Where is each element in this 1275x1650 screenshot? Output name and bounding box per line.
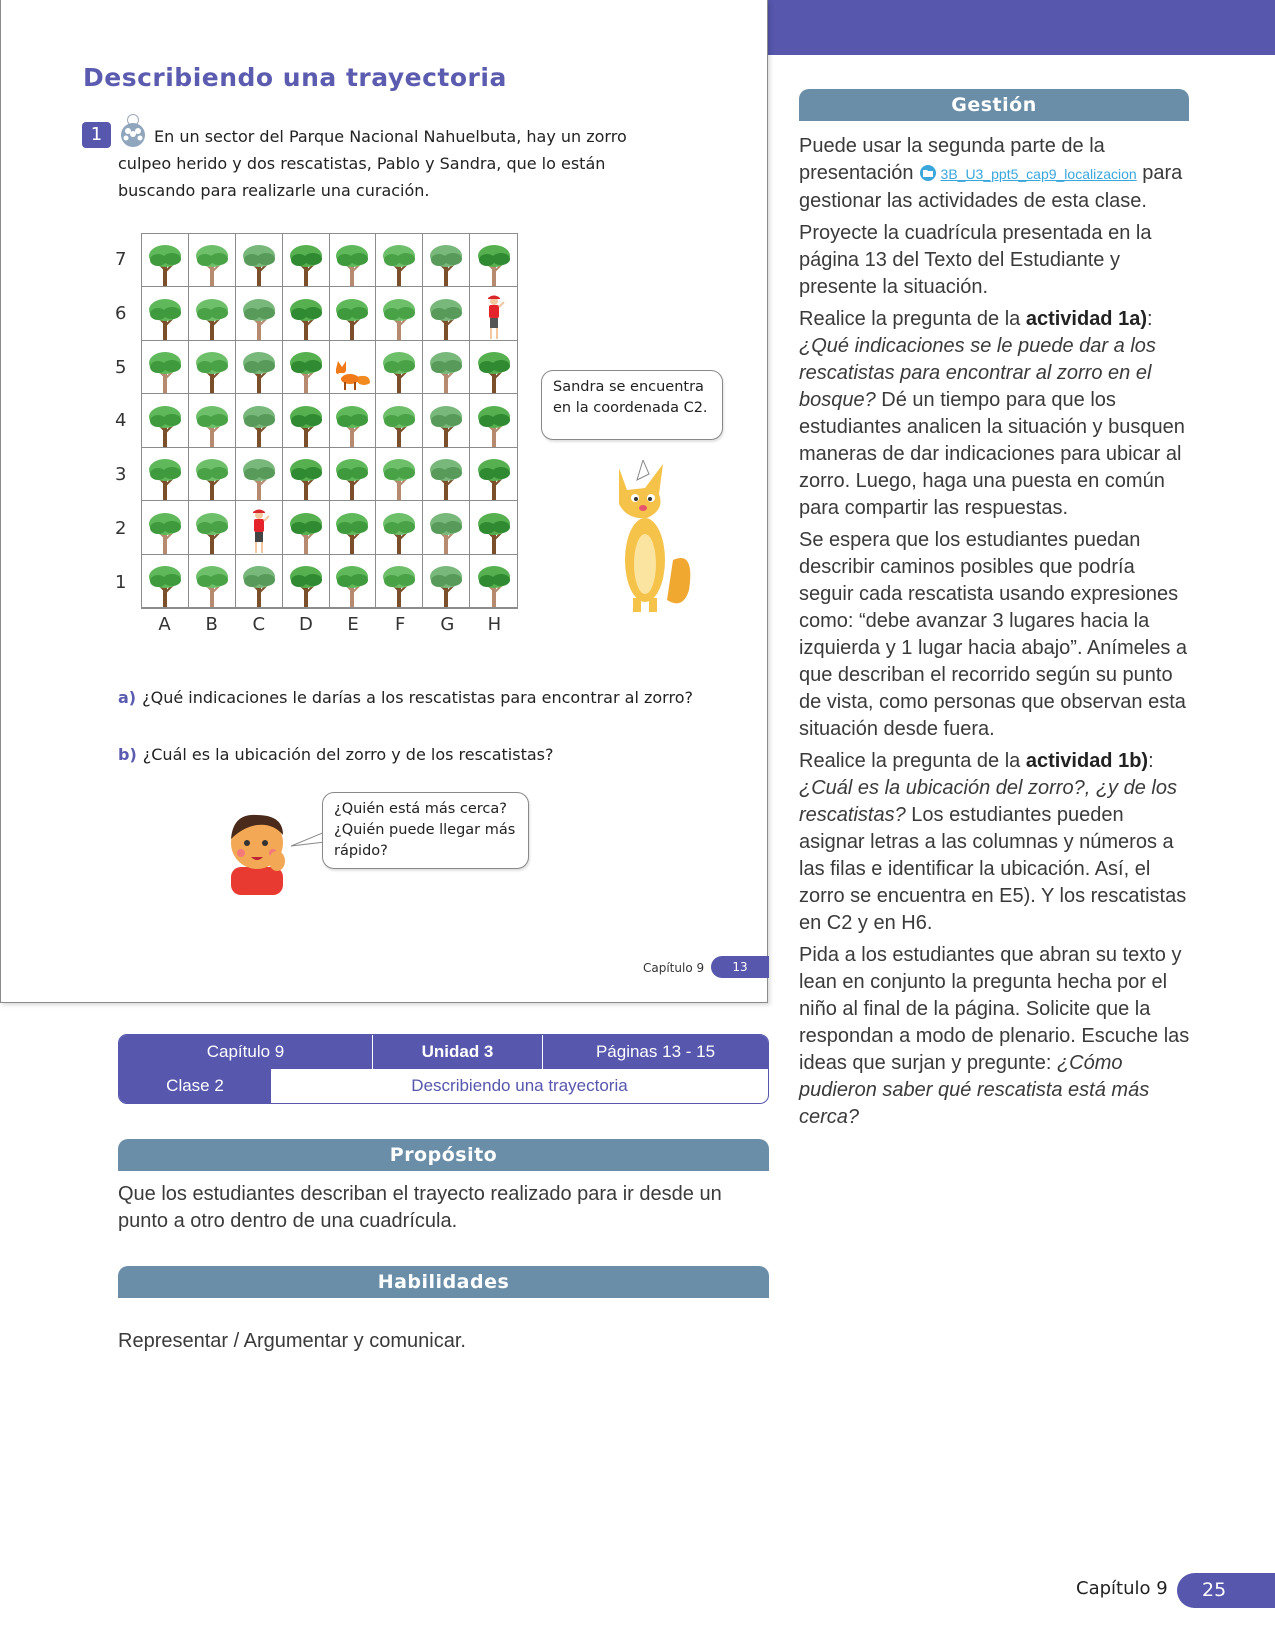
tree-icon — [426, 240, 466, 286]
grid-cell-H7-tree — [470, 234, 517, 287]
gestion-p6-question: ¿Cómo pudieron saber qué rescatista está más cerca? — [799, 1052, 1150, 1128]
tree-icon — [192, 508, 232, 554]
grid-cell-D5-tree — [283, 341, 330, 394]
tree-icon — [286, 294, 326, 340]
grid-cell-B1-tree — [189, 555, 236, 608]
grid-cell-H2-tree — [470, 501, 517, 554]
gestion-p5-before: Realice la pregunta de la — [799, 750, 1026, 772]
presentation-file-link[interactable]: 3B_U3_ppt5_cap9_localizacion — [940, 166, 1137, 182]
fox-character-illustration — [605, 460, 695, 615]
gestion-paragraph-6 — [799, 942, 1194, 1131]
grid-cell-C3-tree — [236, 448, 283, 501]
grid-cell-A2-tree — [142, 501, 189, 554]
grid-cell-E7-tree — [330, 234, 377, 287]
grid-cell-B3-tree — [189, 448, 236, 501]
row-label: 1 — [115, 571, 127, 593]
grid-cell-H3-tree — [470, 448, 517, 501]
activity-intro: En un sector del Parque Nacional Nahuelbuta, hay un zorro culpeo herido y dos rescatistas, Pablo y Sandra, que lo están buscando para realizarle una curación. — [118, 127, 627, 200]
tree-icon — [145, 401, 185, 447]
gestion-p3-after: Dé un tiempo para que los estudiantes analicen la situación y busquen maneras de dar indicaciones para ubicar al zorro. Luego, haga una puesta en común para compartir las respuestas. — [799, 389, 1185, 519]
row-label: 5 — [115, 356, 127, 378]
grid-cell-C4-tree — [236, 394, 283, 447]
grid-cell-G6-tree — [423, 287, 470, 340]
pages-cell: Páginas 13 - 15 — [595, 1042, 716, 1061]
grid-cell-F3-tree — [376, 448, 423, 501]
tree-icon — [379, 454, 419, 500]
col-label: D — [299, 614, 313, 635]
kid-speech-bubble: ¿Quién está más cerca? ¿Quién puede llegar más rápido? — [322, 792, 529, 869]
grid-cell-C7-tree — [236, 234, 283, 287]
grid-cell-F4-tree — [376, 394, 423, 447]
tree-icon — [426, 294, 466, 340]
grid-cell-C2-rescuer-sandra — [236, 501, 283, 554]
tree-icon — [379, 240, 419, 286]
tree-icon — [286, 561, 326, 607]
grid-cell-E6-tree — [330, 287, 377, 340]
question-b-label: b) — [118, 745, 137, 764]
gestion-p5-after: Los estudiantes pueden asignar letras a las columnas y números a las filas e identificar la ubicación. Así, el zorro se encuentra en E5). Y los rescatistas en C2 y en H6. — [799, 804, 1187, 934]
col-label: A — [158, 614, 171, 635]
tree-icon — [379, 508, 419, 554]
fox-speech-bubble: Sandra se encuentra en la coordenada C2. — [541, 370, 723, 440]
student-page-footer-chapter: Capítulo 9 — [643, 961, 705, 975]
tree-icon — [426, 401, 466, 447]
tree-icon — [474, 347, 514, 393]
tree-icon — [474, 240, 514, 286]
grid-cell-A1-tree — [142, 555, 189, 608]
tree-icon — [379, 401, 419, 447]
tree-icon — [192, 401, 232, 447]
tree-icon — [145, 240, 185, 286]
col-label: C — [252, 614, 266, 635]
row-label: 7 — [115, 249, 127, 271]
tree-icon — [332, 561, 372, 607]
tree-icon — [192, 561, 232, 607]
folder-icon — [918, 165, 938, 181]
tree-icon — [474, 508, 514, 554]
grid-cell-F1-tree — [376, 555, 423, 608]
question-b-text: ¿Cuál es la ubicación del zorro y de los rescatistas? — [142, 745, 554, 764]
tree-icon — [286, 454, 326, 500]
grid-cell-F2-tree — [376, 501, 423, 554]
gestion-p6-before: Pida a los estudiantes que abran su texto y lean en conjunto la pregunta hecha por el niño al final de la página. Solicite que la respondan a modo de plenario. Escuche las ideas que surjan y pregunte: — [799, 944, 1190, 1074]
tree-icon — [145, 508, 185, 554]
col-label: F — [395, 614, 406, 635]
gestion-p3-question: ¿Qué indicaciones se le puede dar a los rescatistas para encontrar al zorro en el bosque? — [799, 335, 1156, 411]
grid-cell-G2-tree — [423, 501, 470, 554]
question-a-label: a) — [118, 688, 137, 707]
tree-icon — [332, 508, 372, 554]
grid-cell-B4-tree — [189, 394, 236, 447]
tree-icon — [145, 561, 185, 607]
grid-cell-B5-tree — [189, 341, 236, 394]
col-label: E — [347, 614, 359, 635]
grid-cell-F5-tree — [376, 341, 423, 394]
tree-icon — [332, 294, 372, 340]
habilidades-text: Representar / Argumentar y comunicar. — [118, 1330, 466, 1352]
chapter-cell: Capítulo 9 — [119, 1035, 373, 1069]
grid-cell-B2-tree — [189, 501, 236, 554]
grid-cell-G3-tree — [423, 448, 470, 501]
page-number-badge: 25 — [1177, 1573, 1275, 1608]
grid-cell-E4-tree — [330, 394, 377, 447]
gestion-p1-after: para gestionar las actividades de esta clase. — [799, 162, 1183, 212]
gestion-p3-before: Realice la pregunta de la — [799, 308, 1026, 330]
rescuer-icon — [239, 508, 279, 554]
proposito-heading: Propósito — [118, 1139, 769, 1171]
tree-icon — [192, 240, 232, 286]
grid-cell-C6-tree — [236, 287, 283, 340]
gestion-text — [799, 133, 1194, 1136]
tree-icon — [239, 240, 279, 286]
forest-grid — [141, 233, 518, 609]
tree-icon — [426, 454, 466, 500]
grid-col-labels — [141, 614, 518, 635]
boy-character-illustration — [223, 805, 293, 895]
gestion-paragraph-4: Se espera que los estudiantes puedan describir caminos posibles que podría seguir cada rescatista usando expresiones como: “debe avanzar 3 lugares hacia la izquierda y 1 lugar hacia abajo”. Anímeles a que describan el recorrido según su punto de vista, como personas que observan esta situación desde fuera. — [799, 529, 1188, 740]
grid-cell-E2-tree — [330, 501, 377, 554]
tree-icon — [145, 454, 185, 500]
row-label: 2 — [115, 517, 127, 539]
tree-icon — [192, 347, 232, 393]
student-page-thumbnail — [0, 0, 768, 1003]
tree-icon — [426, 508, 466, 554]
tree-icon — [239, 347, 279, 393]
activity-number-badge: 1 — [82, 122, 111, 148]
header-band — [767, 0, 1275, 55]
grid-cell-A6-tree — [142, 287, 189, 340]
row-label: 4 — [115, 410, 127, 432]
tree-icon — [332, 401, 372, 447]
grid-row-labels — [115, 233, 135, 609]
tree-icon — [145, 294, 185, 340]
tree-icon — [239, 454, 279, 500]
grid-cell-A7-tree — [142, 234, 189, 287]
kid-bubble-tail — [291, 832, 325, 848]
grid-cell-G5-tree — [423, 341, 470, 394]
tree-icon — [332, 454, 372, 500]
grid-cell-G1-tree — [423, 555, 470, 608]
grid-cell-D3-tree — [283, 448, 330, 501]
question-a-text: ¿Qué indicaciones le darías a los rescatistas para encontrar al zorro? — [142, 688, 693, 707]
grid-cell-E5-fox — [330, 341, 377, 394]
tree-icon — [474, 401, 514, 447]
col-label: B — [205, 614, 218, 635]
grid-cell-D2-tree — [283, 501, 330, 554]
grid-cell-D6-tree — [283, 287, 330, 340]
tree-icon — [192, 454, 232, 500]
tree-icon — [239, 401, 279, 447]
question-a — [118, 688, 693, 707]
tree-icon — [332, 240, 372, 286]
class-number-cell: Clase 2 — [119, 1069, 271, 1103]
gestion-paragraph-1 — [799, 133, 1194, 215]
tree-icon — [379, 347, 419, 393]
fox-icon — [332, 347, 372, 393]
student-page-title: Describiendo una trayectoria — [83, 63, 507, 92]
proposito-text: Que los estudiantes describan el trayecto realizado para ir desde un punto a otro dentro de una cuadrícula. — [118, 1183, 722, 1232]
col-label: G — [440, 614, 455, 635]
habilidades-heading: Habilidades — [118, 1266, 769, 1298]
grid-cell-E3-tree — [330, 448, 377, 501]
tree-icon — [192, 294, 232, 340]
grid-cell-F7-tree — [376, 234, 423, 287]
gestion-heading: Gestión — [799, 89, 1189, 121]
question-b — [118, 745, 554, 764]
tree-icon — [474, 454, 514, 500]
tree-icon — [426, 347, 466, 393]
tree-icon — [239, 561, 279, 607]
page-footer-chapter: Capítulo 9 — [1076, 1578, 1168, 1599]
grid-cell-H4-tree — [470, 394, 517, 447]
tree-icon — [145, 347, 185, 393]
tree-icon — [239, 294, 279, 340]
grid-cell-H6-rescuer-pablo — [470, 287, 517, 340]
gestion-p5-question: ¿Cuál es la ubicación del zorro?, ¿y de los rescatistas? — [799, 777, 1177, 826]
tree-icon — [286, 347, 326, 393]
tree-icon — [379, 561, 419, 607]
grid-cell-G4-tree — [423, 394, 470, 447]
gestion-p3-colon: : — [1147, 308, 1153, 330]
row-label: 6 — [115, 303, 127, 325]
tree-icon — [286, 240, 326, 286]
grid-cell-D1-tree — [283, 555, 330, 608]
tree-icon — [379, 294, 419, 340]
row-label: 3 — [115, 464, 127, 486]
class-info-table — [118, 1034, 769, 1104]
grid-cell-H5-tree — [470, 341, 517, 394]
student-page-number: 13 — [711, 956, 769, 978]
grid-cell-H1-tree — [470, 555, 517, 608]
grid-cell-A5-tree — [142, 341, 189, 394]
grid-cell-B6-tree — [189, 287, 236, 340]
tree-icon — [286, 508, 326, 554]
activity-1a-ref: actividad 1a) — [1025, 308, 1147, 330]
unit-cell: Unidad 3 — [373, 1035, 543, 1069]
col-label: H — [487, 614, 502, 635]
gestion-paragraph-2: Proyecte la cuadrícula presentada en la página 13 del Texto del Estudiante y presente la situación. — [799, 222, 1152, 298]
grid-cell-D7-tree — [283, 234, 330, 287]
tree-icon — [286, 401, 326, 447]
grid-cell-E1-tree — [330, 555, 377, 608]
grid-cell-B7-tree — [189, 234, 236, 287]
class-title-cell: Describiendo una trayectoria — [411, 1076, 628, 1095]
grid-cell-D4-tree — [283, 394, 330, 447]
grid-cell-G7-tree — [423, 234, 470, 287]
grid-cell-C1-tree — [236, 555, 283, 608]
activity-1b-ref: actividad 1b) — [1025, 750, 1149, 772]
gestion-p1-text: Puede usar la segunda parte de la presentación — [799, 135, 1105, 184]
grid-cell-F6-tree — [376, 287, 423, 340]
gestion-p5-colon: : — [1148, 750, 1154, 772]
grid-cell-A3-tree — [142, 448, 189, 501]
tree-icon — [474, 561, 514, 607]
gestion-paragraph-3 — [799, 306, 1194, 522]
rescuer-icon — [474, 294, 514, 340]
tree-icon — [426, 561, 466, 607]
gestion-paragraph-5 — [799, 748, 1194, 937]
grid-cell-C5-tree — [236, 341, 283, 394]
grid-cell-A4-tree — [142, 394, 189, 447]
